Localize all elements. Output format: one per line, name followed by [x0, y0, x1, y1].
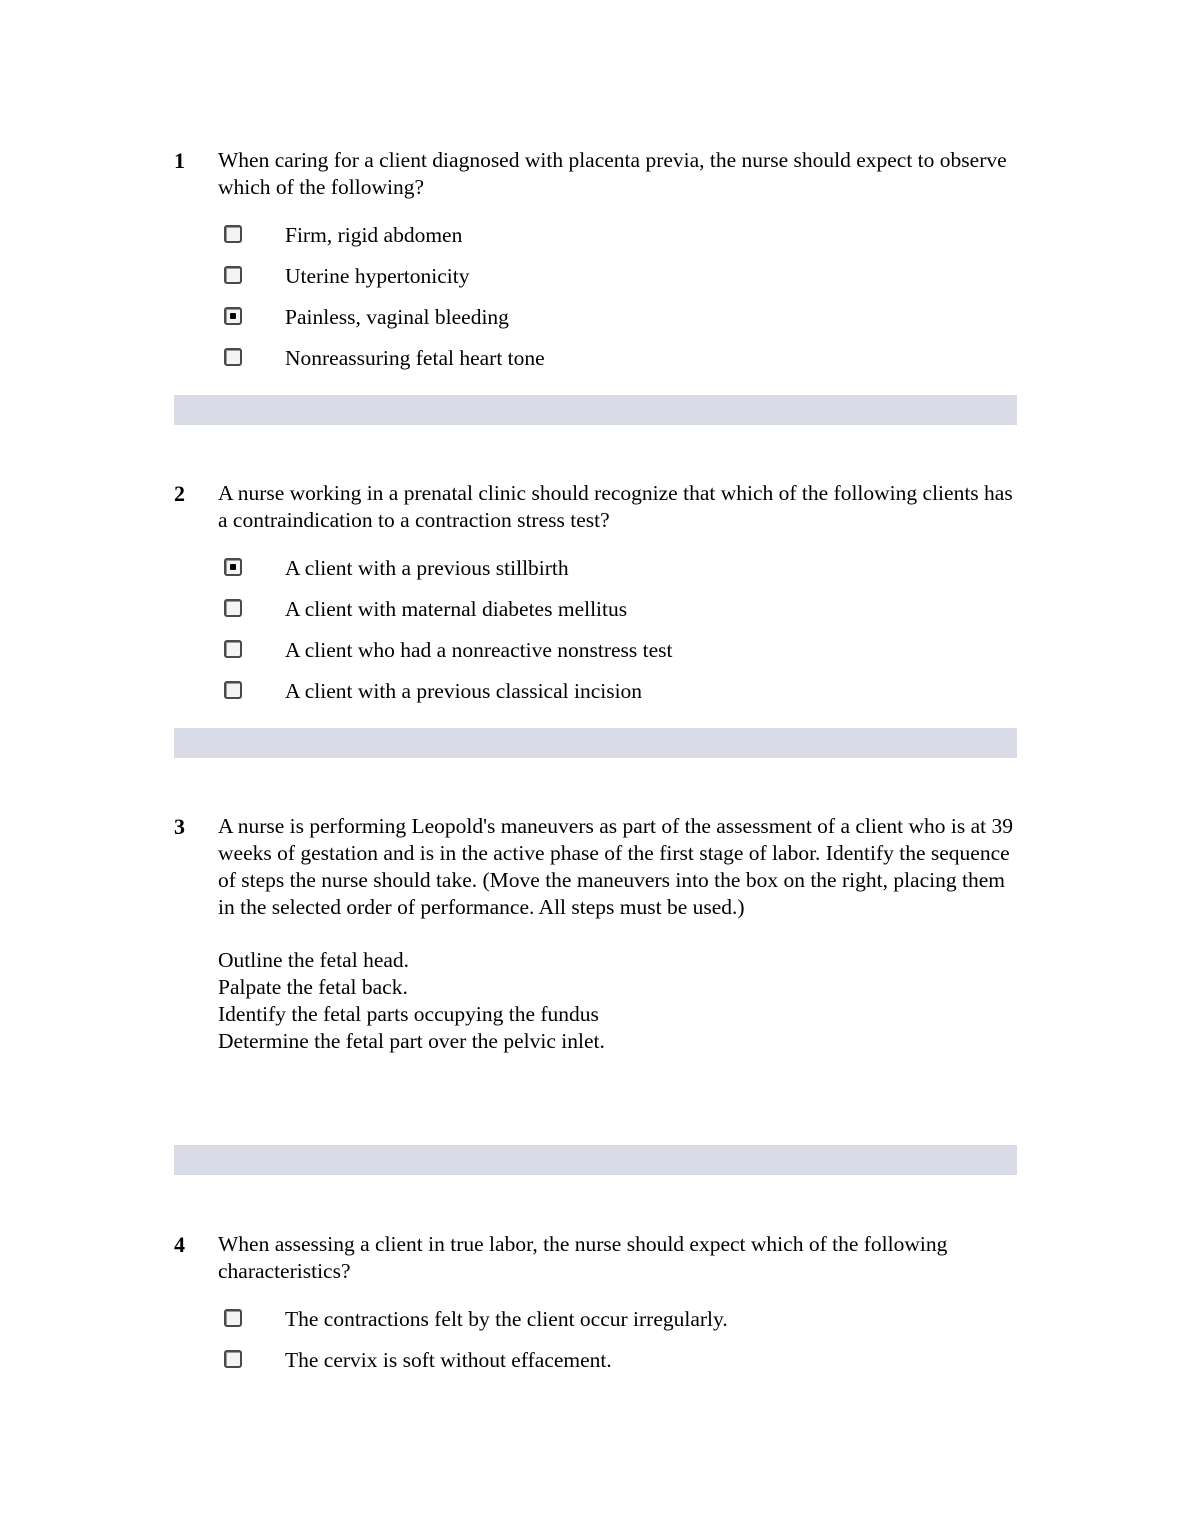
answer-option-label: A client with maternal diabetes mellitus: [285, 597, 628, 621]
sequence-step[interactable]: Outline the fetal head.: [218, 948, 410, 972]
answer-option[interactable]: [174, 556, 1017, 597]
sequence-step[interactable]: Identify the fetal parts occupying the fundus: [218, 1002, 599, 1026]
question-number: 1: [174, 148, 185, 173]
radio-button[interactable]: [224, 681, 242, 699]
question-number: 3: [174, 814, 185, 839]
answer-option[interactable]: [174, 305, 1017, 346]
sequence-step[interactable]: Palpate the fetal back.: [218, 975, 408, 999]
radio-button[interactable]: [224, 225, 242, 243]
question-divider-bar: [174, 1145, 1017, 1175]
answer-options: [174, 556, 1017, 720]
answer-option-label: Nonreassuring fetal heart tone: [285, 346, 545, 370]
sequence-steps: [218, 947, 1017, 1055]
answer-options: [174, 223, 1017, 387]
answer-option-label: A client with a previous stillbirth: [285, 556, 569, 580]
question-text: When caring for a client diagnosed with placenta previa, the nurse should expect to observe which of the following?: [218, 148, 1007, 199]
question-number: 2: [174, 481, 185, 506]
answer-option[interactable]: [174, 264, 1017, 305]
question-divider-bar: [174, 728, 1017, 758]
answer-option[interactable]: [174, 1348, 1017, 1389]
question-text: When assessing a client in true labor, the nurse should expect which of the following characteristics?: [218, 1232, 948, 1283]
question-divider-bar: [174, 395, 1017, 425]
question-number: 4: [174, 1232, 185, 1257]
question-text: A nurse working in a prenatal clinic should recognize that which of the following clients has a contraindication to a contraction stress test?: [218, 481, 1013, 532]
answer-option[interactable]: [174, 346, 1017, 387]
answer-option-label: The contractions felt by the client occur irregularly.: [285, 1307, 728, 1331]
radio-button-selected[interactable]: [224, 558, 242, 576]
answer-option-label: A client with a previous classical incision: [285, 679, 643, 703]
answer-option[interactable]: [174, 223, 1017, 264]
answer-option-label: Firm, rigid abdomen: [285, 223, 463, 247]
question-text: A nurse is performing Leopold's maneuvers as part of the assessment of a client who is at 39 weeks of gestation and is in the active phase of the first stage of labor. Identify the sequence of steps the nurse should take. (Move the maneuvers into the box on the right, placing them in the selected order of performance. All steps must be used.): [218, 814, 1014, 919]
answer-options: [174, 1307, 1017, 1389]
answer-option-label: Painless, vaginal bleeding: [285, 305, 509, 329]
answer-option[interactable]: [174, 597, 1017, 638]
answer-option-label: A client who had a nonreactive nonstress test: [285, 638, 673, 662]
answer-option-label: The cervix is soft without effacement.: [285, 1348, 612, 1372]
radio-button[interactable]: [224, 1309, 242, 1327]
radio-button[interactable]: [224, 266, 242, 284]
answer-option[interactable]: [174, 1307, 1017, 1348]
answer-option[interactable]: [174, 679, 1017, 720]
radio-button[interactable]: [224, 1350, 242, 1368]
radio-button[interactable]: [224, 640, 242, 658]
answer-option[interactable]: [174, 638, 1017, 679]
question-1: [174, 147, 1017, 387]
radio-button-selected[interactable]: [224, 307, 242, 325]
question-3: [174, 813, 1017, 1055]
radio-button[interactable]: [224, 599, 242, 617]
question-4: [174, 1231, 1017, 1389]
radio-button[interactable]: [224, 348, 242, 366]
question-2: [174, 480, 1017, 720]
sequence-step[interactable]: Determine the fetal part over the pelvic inlet.: [218, 1029, 605, 1053]
answer-option-label: Uterine hypertonicity: [285, 264, 470, 288]
